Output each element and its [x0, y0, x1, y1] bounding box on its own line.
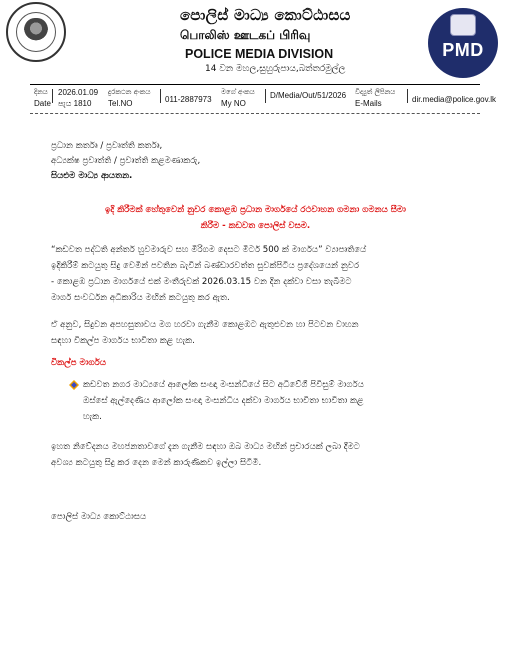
date-separator	[52, 89, 53, 103]
closing-line-1: ඉහත නිවේදනය මහජනතාවගේ දැන ගැනීම සඳහා ඔබ මාධ්‍ය මඟින් ප්‍රචාරයක් ලබා දීමට	[51, 442, 360, 452]
email-label-si: විද්‍යුත් ලිපිනය	[355, 88, 396, 96]
signature-block: පොලිස් මාධ්‍ය කොට්ඨාසය	[51, 512, 147, 522]
time-value: පැය 1810	[58, 99, 92, 108]
subject-line-2: කිරීම - කඩවත පොලිස් වසම.	[200, 221, 311, 231]
addressee-line-2: අධ්‍යක්ෂ ප්‍රවෘත්ති / ප්‍රවෘත්ති කළමණාකරු,	[51, 156, 201, 166]
addressee-line-1: ප්‍රධාන කර්තෘ / ප්‍රවෘත්ති කර්තෘ,	[51, 141, 163, 151]
header-address: 14 වන මහල,සුහුරුපාය,බත්තරමුල්ල	[205, 64, 346, 74]
para2-line-2: සඳහා විකල්ප මාර්ගය භාවිතා කළ හැක.	[51, 336, 195, 346]
police-emblem	[6, 2, 66, 62]
tel-value: 011-2887973	[165, 95, 212, 104]
info-bottom-rule	[30, 113, 480, 114]
closing-line-2: අවශ්‍ය කටයුතු සිදු කර දෙන මෙන් කාරුණිකව ඉල්ලා සිටිමි.	[51, 458, 262, 468]
para1-line-3: - කොළඹ ප්‍රධාන මාර්ගයේ එක් මංතීරුවක් 2026.03.15 වන දින දක්වා වසා තැබීමට	[51, 277, 352, 287]
myno-label: My NO	[221, 99, 246, 108]
date-value: 2026.01.09	[58, 88, 99, 97]
addressee-line-3: සියළුම මාධ්‍ය ආයතන.	[51, 171, 133, 181]
pmd-logo	[428, 8, 498, 78]
pmd-logo-text: PMD	[442, 40, 484, 60]
para1-line-2: ඉදිකිරීම් කටයුතු සිදු වෙමින් පවතින බැවින් බණ්ඩාරවත්ත සුවක්පිටිය ප්‍රදේශයෙන් නුවර	[51, 261, 360, 271]
header-title-english: POLICE MEDIA DIVISION	[185, 47, 334, 61]
info-top-rule	[30, 84, 480, 85]
alt-route-line-2: ඔස්සේ ඇල්දෙණිය ආලෝක සංඥා මංසන්ධිය දක්වා මාර්ගය භාවිතා භාවිතා කළ	[83, 396, 364, 406]
date-label-si: දිනය	[34, 88, 48, 96]
para1-line-1: “කඩවත පද්ධති අන්තර් හුවමාරුව සහ මීරිගම දෙසට මීටර් 500 ක් මාර්ගය” ව්‍යාපෘතියේ	[51, 245, 367, 255]
para1-line-4: මාර්ග සංවර්ධන අධිකාරිය මඟින් කටයුතු කර ඇත.	[51, 293, 230, 303]
alt-route-line-3: හැක.	[83, 412, 102, 422]
myno-value: D/Media/Out/51/2026	[270, 91, 347, 100]
myno-separator	[265, 89, 266, 103]
alt-route-line-1: කඩවත නගර මාධ්‍යයේ ආලෝක සංඥා මංසන්ධියේ සිට අධිවේගී පිවිසුම් මාර්ගය	[83, 380, 364, 390]
email-separator	[407, 89, 408, 103]
subject-line-1: ඉදි කිරීමක් හේතුවෙන් නුවර කොළඹ ප්‍රධාන මාර්ගයේ රථවාහන ගමනා ගමනය සීමා	[105, 205, 406, 215]
header-title-tamil: பொலிஸ் ஊடகப் பிரிவு	[180, 28, 311, 42]
email-label: E-Mails	[355, 99, 382, 108]
tel-separator	[160, 89, 161, 103]
alt-route-heading: විකල්ප මාර්ගය	[51, 358, 107, 368]
tel-label: Tel.NO	[108, 99, 133, 108]
tel-label-si: දුරකථන අංකය	[108, 88, 151, 96]
myno-label-si: මගේ අංකය	[221, 88, 255, 96]
diamond-bullet-icon	[69, 380, 79, 390]
date-label: Date	[34, 99, 51, 108]
header-title-sinhala: පොලිස් මාධ්‍ය කොට්ඨාසය	[180, 6, 351, 24]
para2-line-1: ඒ අනුව, සිදුවන අපහසුතාවය මග හරවා ගැනීම කොළඹට ඇතුළුවන හා පිටවන වාහන	[51, 320, 359, 330]
email-value[interactable]: dir.media@police.gov.lk	[412, 95, 497, 104]
